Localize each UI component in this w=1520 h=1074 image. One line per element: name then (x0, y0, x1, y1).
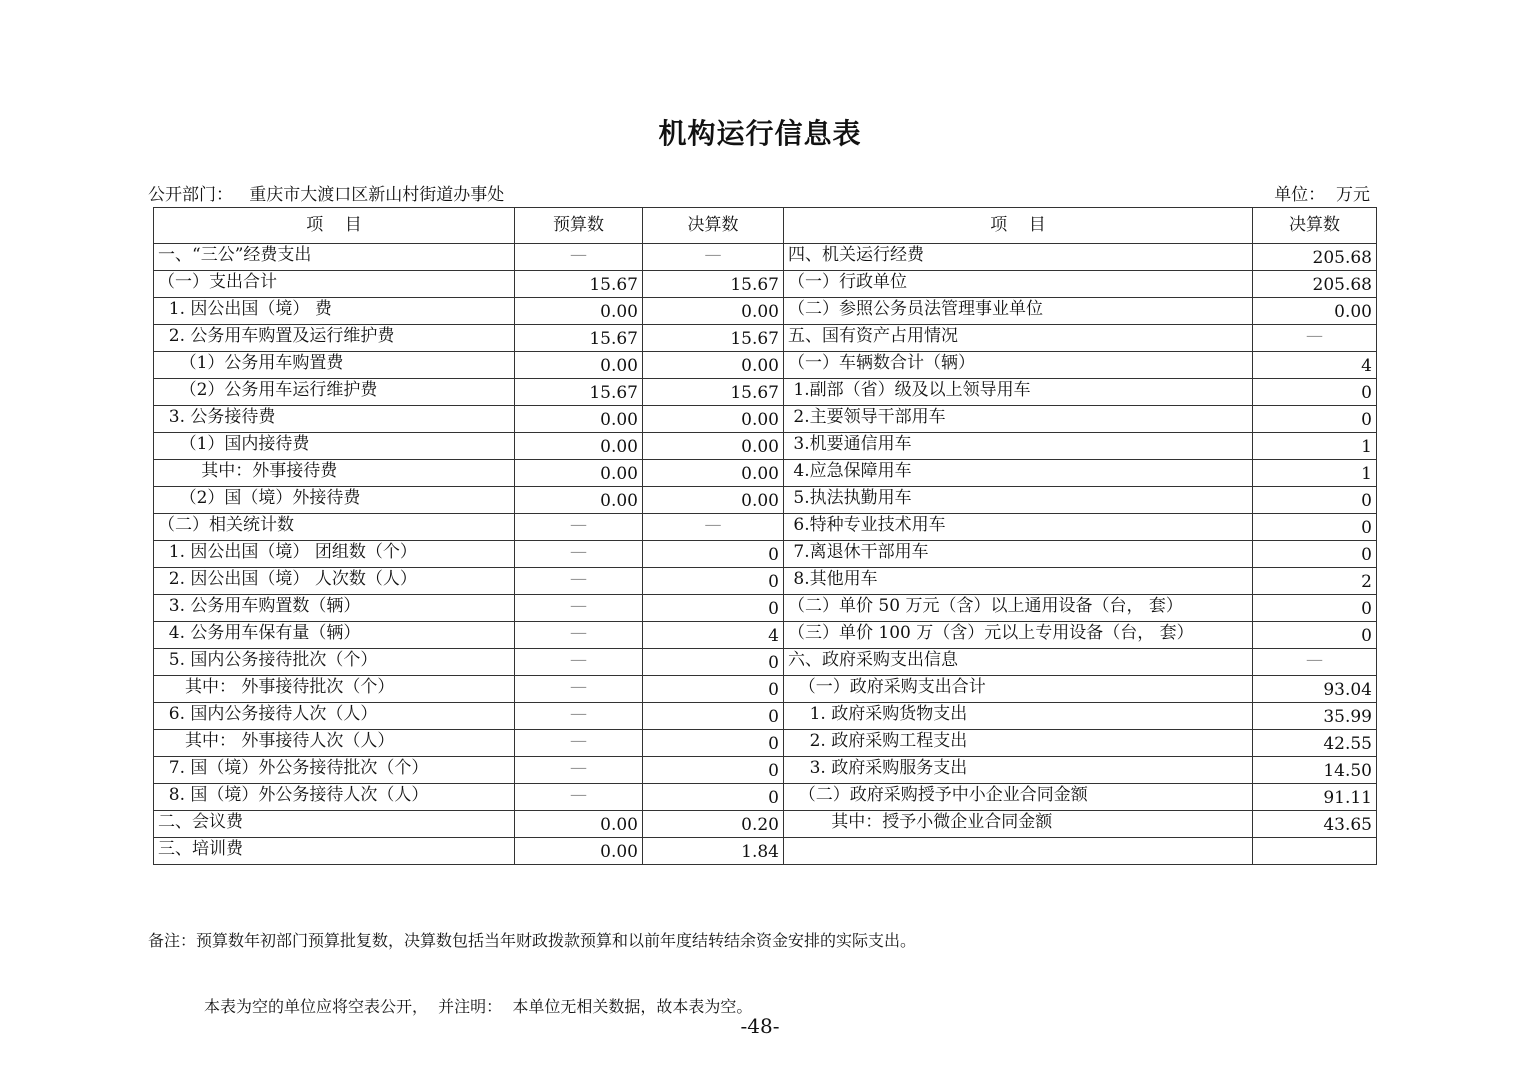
final-right-cell: — (1253, 649, 1377, 676)
final-left-cell: 4 (643, 622, 784, 649)
note-line-2: 本表为空的单位应将空表公开， 并注明： 本单位无相关数据，故本表为空。 (204, 997, 753, 1016)
table-row (154, 325, 1377, 352)
final-right-cell: 14.50 (1253, 757, 1377, 784)
budget-cell: 0.00 (515, 433, 643, 460)
table-row (154, 703, 1377, 730)
final-left-cell: 0 (643, 541, 784, 568)
final-left-cell: 0 (643, 730, 784, 757)
item-right-cell: 1. 政府采购货物支出 (784, 703, 1253, 730)
item-right-cell: 1.副部（省）级及以上领导用车 (784, 379, 1253, 406)
budget-cell: — (515, 595, 643, 622)
final-left-cell: 15.67 (643, 271, 784, 298)
table-row (154, 568, 1377, 595)
item-right-cell: 6.特种专业技术用车 (784, 514, 1253, 541)
item-right-cell: （一）政府采购支出合计 (784, 676, 1253, 703)
final-right-cell: 1 (1253, 433, 1377, 460)
item-right-cell: 8.其他用车 (784, 568, 1253, 595)
final-right-cell: 93.04 (1253, 676, 1377, 703)
budget-cell: — (515, 703, 643, 730)
note-line-1: 备注：预算数年初部门预算批复数，决算数包括当年财政拨款预算和以前年度结转结余资金安排的实际支出。 (148, 931, 917, 950)
table-row (154, 649, 1377, 676)
item-right-cell: 2. 政府采购工程支出 (784, 730, 1253, 757)
final-right-cell: 1 (1253, 460, 1377, 487)
final-right-cell: 0 (1253, 379, 1377, 406)
item-right-cell (784, 838, 1253, 865)
item-right-cell: 7.离退休干部用车 (784, 541, 1253, 568)
header-final-left: 决算数 (643, 208, 784, 244)
final-left-cell: 15.67 (643, 379, 784, 406)
table-row (154, 514, 1377, 541)
final-right-cell: 91.11 (1253, 784, 1377, 811)
final-right-cell: 205.68 (1253, 244, 1377, 271)
item-right-cell: 六、政府采购支出信息 (784, 649, 1253, 676)
item-right-cell: （二）参照公务员法管理事业单位 (784, 298, 1253, 325)
table-row (154, 676, 1377, 703)
table-body (154, 244, 1377, 865)
budget-cell: — (515, 730, 643, 757)
item-left-cell: 3. 公务用车购置数（辆） (154, 595, 515, 622)
department-label: 公开部门： (148, 185, 233, 205)
budget-cell: 0.00 (515, 298, 643, 325)
final-right-cell: 2 (1253, 568, 1377, 595)
final-right-cell: — (1253, 325, 1377, 352)
table-row (154, 244, 1377, 271)
final-left-cell: 0 (643, 649, 784, 676)
item-left-cell: （2）国（境）外接待费 (154, 487, 515, 514)
final-left-cell: 1.84 (643, 838, 784, 865)
table-row (154, 811, 1377, 838)
item-left-cell: （1）公务用车购置费 (154, 352, 515, 379)
final-right-cell: 0 (1253, 622, 1377, 649)
budget-cell: — (515, 784, 643, 811)
item-right-cell: 四、机关运行经费 (784, 244, 1253, 271)
budget-cell: 0.00 (515, 460, 643, 487)
table-row (154, 271, 1377, 298)
header-final-right: 决算数 (1253, 208, 1377, 244)
table-row (154, 406, 1377, 433)
department-line (148, 180, 504, 205)
item-right-cell: （一）行政单位 (784, 271, 1253, 298)
item-left-cell: 其中： 外事接待批次（个） (154, 676, 515, 703)
item-left-cell: 二、会议费 (154, 811, 515, 838)
budget-cell: 0.00 (515, 406, 643, 433)
final-left-cell: 0.00 (643, 487, 784, 514)
budget-cell: — (515, 622, 643, 649)
final-right-cell: 0 (1253, 406, 1377, 433)
final-left-cell: 0.00 (643, 352, 784, 379)
final-right-cell: 35.99 (1253, 703, 1377, 730)
item-left-cell: （二）相关统计数 (154, 514, 515, 541)
item-left-cell: 1. 因公出国（境） 费 (154, 298, 515, 325)
item-right-cell: 3. 政府采购服务支出 (784, 757, 1253, 784)
table-row (154, 622, 1377, 649)
final-right-cell: 43.65 (1253, 811, 1377, 838)
item-left-cell: 5. 国内公务接待批次（个） (154, 649, 515, 676)
item-left-cell: 2. 公务用车购置及运行维护费 (154, 325, 515, 352)
table-row (154, 784, 1377, 811)
table-row (154, 298, 1377, 325)
page-title: 机构运行信息表 (658, 117, 862, 150)
final-left-cell: 0.00 (643, 406, 784, 433)
final-left-cell: 0.20 (643, 811, 784, 838)
final-right-cell: 42.55 (1253, 730, 1377, 757)
item-right-cell: 3.机要通信用车 (784, 433, 1253, 460)
item-left-cell: 8. 国（境）外公务接待人次（人） (154, 784, 515, 811)
item-right-cell: 其中：授予小微企业合同金额 (784, 811, 1253, 838)
budget-cell: 0.00 (515, 352, 643, 379)
budget-cell: — (515, 541, 643, 568)
final-left-cell: 0.00 (643, 433, 784, 460)
info-table (153, 207, 1377, 865)
final-left-cell: 0 (643, 595, 784, 622)
table-row (154, 730, 1377, 757)
final-left-cell: 0 (643, 676, 784, 703)
table-row (154, 595, 1377, 622)
header-row (154, 208, 1377, 244)
table-row (154, 838, 1377, 865)
unit-label: 单位： 万元 (1274, 185, 1370, 205)
item-right-cell: 五、国有资产占用情况 (784, 325, 1253, 352)
final-left-cell: 0.00 (643, 460, 784, 487)
budget-cell: 15.67 (515, 379, 643, 406)
table-row (154, 433, 1377, 460)
budget-cell: 0.00 (515, 838, 643, 865)
item-right-cell: （二）单价 50 万元（含）以上通用设备（台， 套） (784, 595, 1253, 622)
table-row (154, 487, 1377, 514)
department-name: 重庆市大渡口区新山村街道办事处 (249, 185, 505, 205)
item-left-cell: （一）支出合计 (154, 271, 515, 298)
budget-cell: — (515, 649, 643, 676)
budget-cell: 15.67 (515, 271, 643, 298)
budget-cell: — (515, 514, 643, 541)
final-left-cell: 0 (643, 757, 784, 784)
page-number: -48- (740, 1014, 780, 1038)
item-left-cell: 6. 国内公务接待人次（人） (154, 703, 515, 730)
final-left-cell: — (643, 244, 784, 271)
final-left-cell: 0 (643, 568, 784, 595)
item-right-cell: 5.执法执勤用车 (784, 487, 1253, 514)
item-right-cell: 4.应急保障用车 (784, 460, 1253, 487)
budget-cell: — (515, 244, 643, 271)
budget-cell: 15.67 (515, 325, 643, 352)
item-right-cell: （三）单价 100 万（含）元以上专用设备（台， 套） (784, 622, 1253, 649)
final-right-cell: 0 (1253, 595, 1377, 622)
final-left-cell: 15.67 (643, 325, 784, 352)
item-left-cell: 7. 国（境）外公务接待批次（个） (154, 757, 515, 784)
budget-cell: 0.00 (515, 811, 643, 838)
table-row (154, 352, 1377, 379)
item-right-cell: （二）政府采购授予中小企业合同金额 (784, 784, 1253, 811)
final-right-cell: 205.68 (1253, 271, 1377, 298)
item-left-cell: 1. 因公出国（境） 团组数（个） (154, 541, 515, 568)
budget-cell: 0.00 (515, 487, 643, 514)
final-right-cell: 4 (1253, 352, 1377, 379)
item-right-cell: 2.主要领导干部用车 (784, 406, 1253, 433)
item-left-cell: 3. 公务接待费 (154, 406, 515, 433)
final-right-cell: 0.00 (1253, 298, 1377, 325)
table-row (154, 379, 1377, 406)
budget-cell: — (515, 568, 643, 595)
budget-cell: — (515, 676, 643, 703)
header-item-left: 项 目 (154, 208, 515, 244)
header-budget: 预算数 (515, 208, 643, 244)
table-row (154, 460, 1377, 487)
final-left-cell: — (643, 514, 784, 541)
item-left-cell: 其中：外事接待费 (154, 460, 515, 487)
final-right-cell (1253, 838, 1377, 865)
final-right-cell: 0 (1253, 541, 1377, 568)
final-left-cell: 0 (643, 784, 784, 811)
item-left-cell: 2. 因公出国（境） 人次数（人） (154, 568, 515, 595)
item-left-cell: 4. 公务用车保有量（辆） (154, 622, 515, 649)
item-left-cell: （2）公务用车运行维护费 (154, 379, 515, 406)
item-right-cell: （一）车辆数合计（辆） (784, 352, 1253, 379)
final-right-cell: 0 (1253, 514, 1377, 541)
final-left-cell: 0.00 (643, 298, 784, 325)
item-left-cell: 三、培训费 (154, 838, 515, 865)
final-right-cell: 0 (1253, 487, 1377, 514)
item-left-cell: 一、“三公”经费支出 (154, 244, 515, 271)
item-left-cell: （1）国内接待费 (154, 433, 515, 460)
table-row (154, 541, 1377, 568)
header-item-right: 项 目 (784, 208, 1253, 244)
final-left-cell: 0 (643, 703, 784, 730)
budget-cell: — (515, 757, 643, 784)
table-row (154, 757, 1377, 784)
item-left-cell: 其中： 外事接待人次（人） (154, 730, 515, 757)
